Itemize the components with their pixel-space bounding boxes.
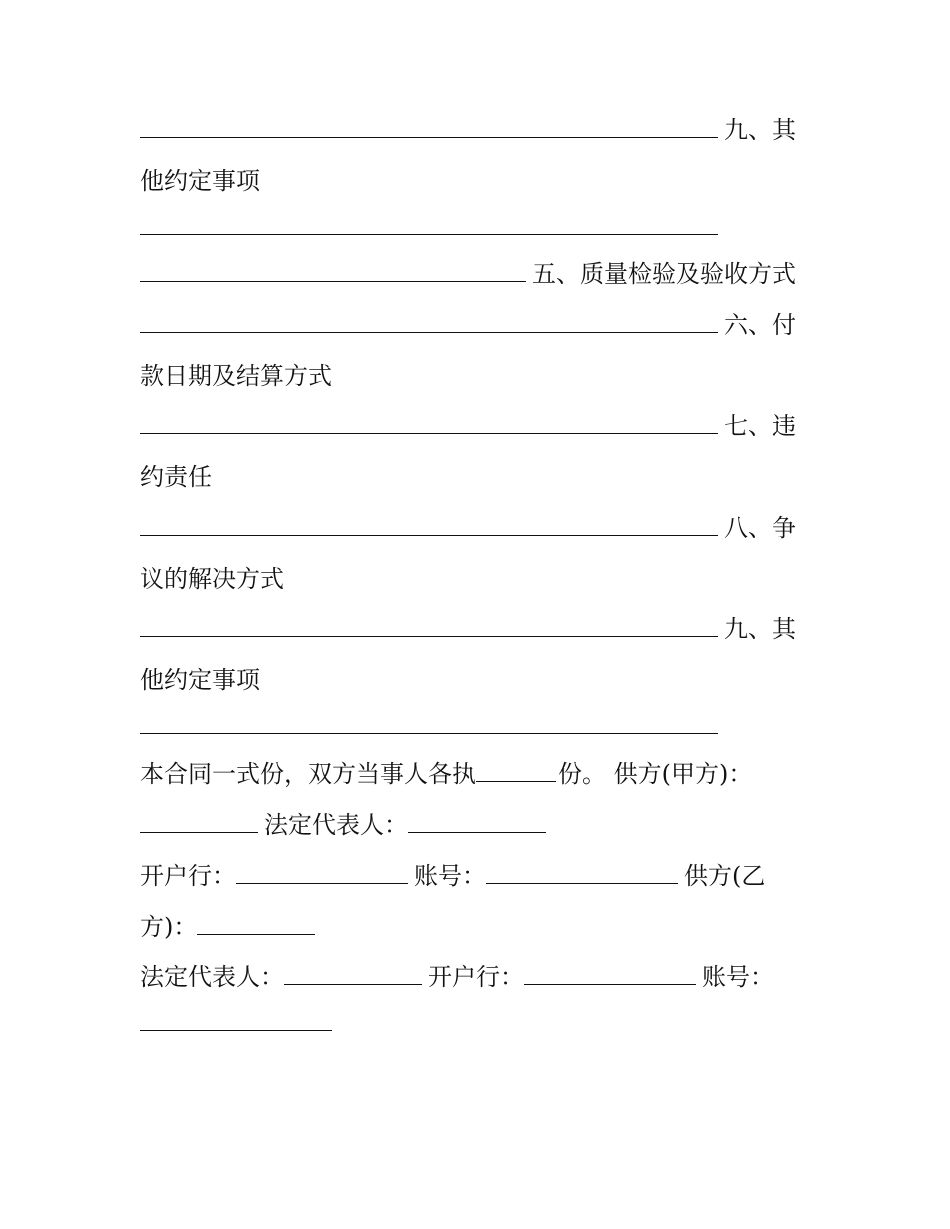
blank-underline[interactable] (140, 513, 718, 536)
doc-line (140, 164, 260, 198)
blank-underline[interactable] (140, 614, 718, 637)
blank-underline[interactable] (140, 310, 718, 333)
doc-line (140, 663, 260, 697)
blank-underline[interactable] (197, 912, 315, 935)
doc-line (140, 562, 284, 596)
doc-line (140, 257, 796, 291)
doc-text: 九、其 (724, 615, 796, 643)
blank-underline[interactable] (140, 810, 258, 833)
doc-line (140, 859, 765, 893)
blank-underline[interactable] (486, 861, 678, 884)
blank-underline[interactable] (408, 810, 546, 833)
blank-underline[interactable] (140, 1008, 332, 1031)
blank-underline[interactable] (284, 962, 422, 985)
doc-line (140, 511, 796, 545)
blank-underline[interactable] (140, 115, 718, 138)
doc-text: 六、付 (724, 311, 796, 339)
doc-text: 供方(乙 (684, 862, 766, 890)
doc-line (140, 757, 752, 791)
doc-text: 七、违 (724, 412, 796, 440)
doc-line (140, 709, 724, 743)
blank-underline[interactable] (140, 212, 718, 235)
blank-underline[interactable] (140, 711, 718, 734)
doc-text: 法定代表人： (264, 811, 408, 839)
blank-underline[interactable] (524, 962, 696, 985)
doc-text: 法定代表人： (140, 963, 284, 991)
doc-text: 八、争 (724, 514, 796, 542)
doc-text: 账号： (702, 963, 774, 991)
doc-line (140, 308, 796, 342)
doc-text: 开户行： (140, 862, 236, 890)
doc-text: 开户行： (428, 963, 524, 991)
doc-line (140, 1006, 338, 1040)
doc-text: 他约定事项 (140, 666, 260, 694)
doc-text: 方)： (140, 913, 198, 941)
doc-line (140, 910, 317, 944)
doc-line (140, 113, 796, 147)
doc-line (140, 210, 724, 244)
doc-line (140, 359, 332, 393)
doc-text: 九、其 (724, 116, 796, 144)
doc-text: 议的解决方式 (140, 565, 284, 593)
blank-underline[interactable] (140, 259, 526, 282)
doc-text: 约责任 (140, 463, 212, 491)
blank-underline[interactable] (236, 861, 408, 884)
doc-line (140, 808, 548, 842)
doc-text: 账号： (414, 862, 486, 890)
doc-line (140, 960, 774, 994)
doc-text: 份。 供方(甲方)： (558, 760, 753, 788)
blank-underline[interactable] (140, 411, 718, 434)
doc-line (140, 409, 796, 443)
doc-line (140, 460, 212, 494)
doc-text: 本合同一式份，双方当事人各执 (140, 760, 476, 788)
doc-text: 款日期及结算方式 (140, 362, 332, 390)
doc-text: 五、质量检验及验收方式 (532, 260, 796, 288)
doc-text: 他约定事项 (140, 167, 260, 195)
blank-underline[interactable] (476, 759, 556, 782)
doc-line (140, 612, 796, 646)
